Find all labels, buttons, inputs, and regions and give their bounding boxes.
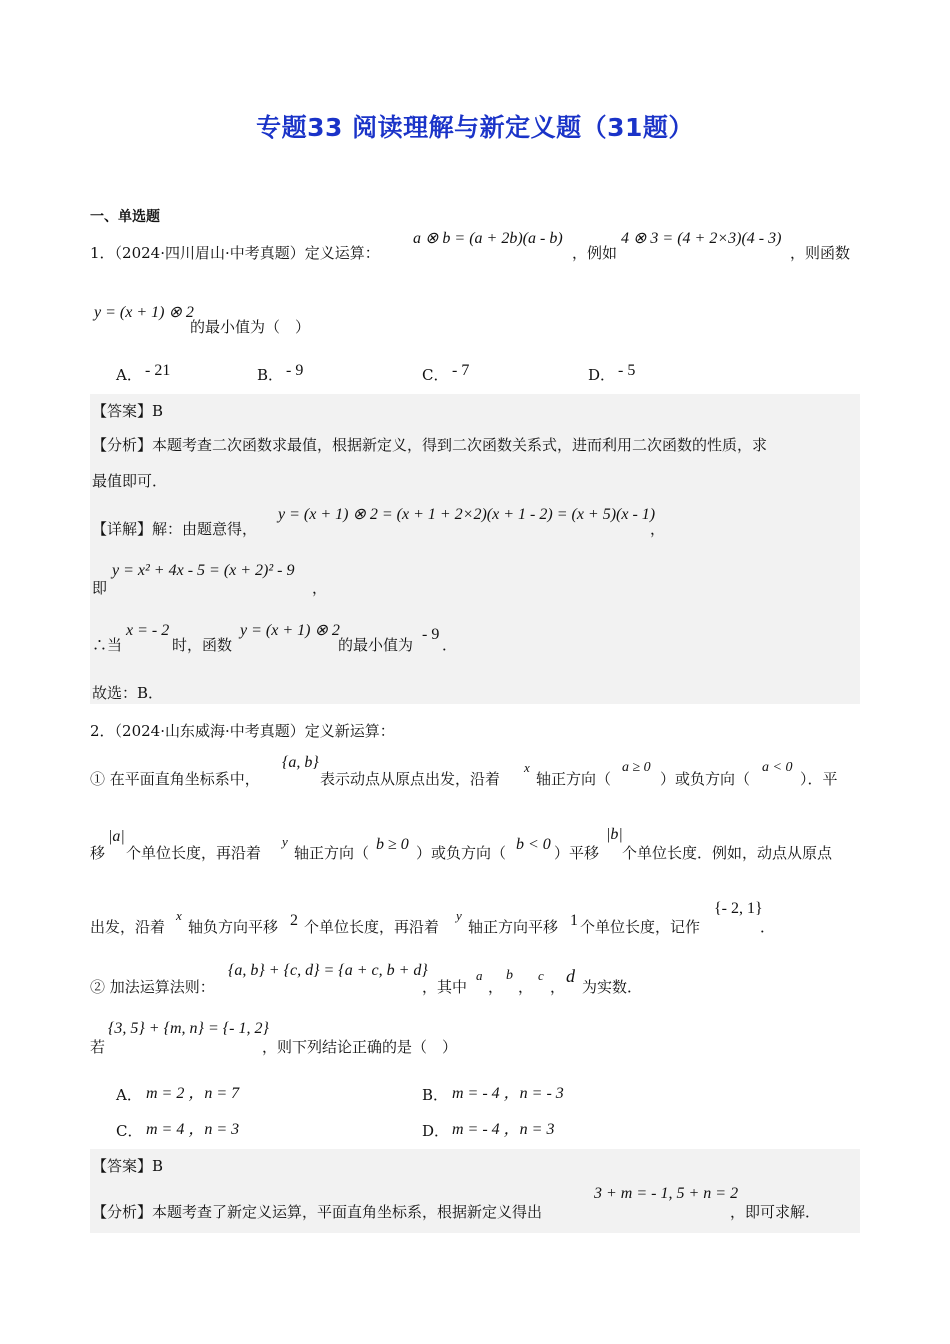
q1-solution-box — [90, 394, 860, 704]
q2-solution-box — [90, 1149, 860, 1233]
q2-option-c[interactable]: C． — [116, 1122, 143, 1140]
q2-rule-1-e: ）．平 — [800, 770, 838, 788]
q2-analysis-tail: ，即可求解． — [730, 1203, 821, 1221]
q2-pair-example: {- 2, 1} — [714, 900, 763, 917]
q1-function-tail: 的最小值为（ ） — [190, 318, 311, 336]
q1-detail-equation: y = (x + 1) ⊗ 2 = (x + 1 + 2×2)(x + 1 - 2) = (x + 5)(x - 1) — [278, 506, 656, 523]
q2-pair-ab: {a, b} — [282, 754, 319, 771]
q2-rule-4-b: ，其中 — [422, 978, 468, 996]
q2-comma-1: ， — [488, 978, 504, 996]
q2-analysis: 【分析】本题考查了新定义运算，平面直角坐标系，根据新定义得出 — [92, 1203, 543, 1221]
q2-abs-b: |b| — [606, 826, 623, 843]
q2-rule-4-c: 为实数． — [582, 978, 643, 996]
section-heading: 一、单选题 — [90, 209, 160, 225]
q1-option-c[interactable]: C． — [422, 366, 449, 384]
q2-option-a-value: m = 2 ，n = 7 — [146, 1085, 240, 1102]
q2-option-b[interactable]: B． — [422, 1086, 449, 1104]
q2-var-a: a — [476, 968, 483, 983]
q2-rule-2-f: 个单位长度．例如，动点从原点 — [622, 844, 833, 862]
q2-rule-3-b: 轴负方向平移 — [188, 918, 279, 936]
q2-if: 若 — [90, 1038, 106, 1056]
q1-detail-prefix: 【详解】解：由题意得， — [92, 520, 258, 538]
page-title: 专题33 阅读理解与新定义题（31题） — [256, 113, 694, 142]
q2-rule-3-start: 出发，沿着 — [90, 918, 166, 936]
q2-var-d: d — [566, 966, 575, 986]
q2-a-lt-0: a < 0 — [762, 760, 793, 775]
q2-rule-2-c: 轴正方向（ — [294, 844, 370, 862]
q2-b-lt-0: b < 0 — [516, 836, 551, 853]
q2-rule-4-start: ② 加法运算法则： — [90, 978, 215, 996]
q2-option-d[interactable]: D． — [422, 1122, 450, 1140]
q2-question: ，则下列结论正确的是（ ） — [262, 1038, 458, 1056]
q2-rule-1-d: ）或负方向（ — [660, 770, 751, 788]
q2-rule-3-f: ． — [760, 918, 776, 936]
q1-mid: ，例如 — [572, 244, 618, 262]
q2-b-ge-0: b ≥ 0 — [376, 836, 409, 853]
q2-comma-2: ， — [518, 978, 534, 996]
q1-option-d-value: - 5 — [618, 362, 636, 379]
q2-option-d-value: m = - 4 ，n = 3 — [452, 1121, 555, 1138]
q2-option-b-value: m = - 4 ，n = - 3 — [452, 1085, 564, 1102]
q1-equation-2-tail: ， — [312, 579, 328, 597]
q2-prefix: 2．（2024·山东威海·中考真题）定义新运算： — [90, 722, 395, 740]
q1-function-2: y = (x + 1) ⊗ 2 — [240, 622, 340, 639]
q2-rule-3-e: 个单位长度，记作 — [580, 918, 701, 936]
q1-min-text: 的最小值为 — [338, 636, 414, 654]
q1-period: ． — [442, 636, 458, 654]
q1-min-value: - 9 — [422, 626, 440, 643]
q2-var-y-2: y — [456, 908, 462, 923]
q2-option-c-value: m = 4 ，n = 3 — [146, 1121, 240, 1138]
q2-rule-2-start: 移 — [90, 844, 106, 862]
q1-function: y = (x + 1) ⊗ 2 — [94, 304, 194, 321]
q1-option-d[interactable]: D． — [588, 366, 616, 384]
q2-rule-3-c: 个单位长度，再沿着 — [304, 918, 440, 936]
q2-rule-1-b: 表示动点从原点出发，沿着 — [320, 770, 501, 788]
q2-rule-3-d: 轴正方向平移 — [468, 918, 559, 936]
q2-a-ge-0: a ≥ 0 — [622, 760, 651, 775]
q2-rule-1-start: ① 在平面直角坐标系中， — [90, 770, 260, 788]
q2-comma-3: ， — [550, 978, 566, 996]
q2-answer: 【答案】B — [92, 1157, 164, 1175]
q1-analysis-line-1: 【分析】本题考查二次函数求最值，根据新定义，得到二次函数关系式，进而利用二次函数的性质，求 — [92, 436, 768, 454]
q2-rule-2-d: ）或负方向（ — [416, 844, 507, 862]
q2-var-x: x — [524, 760, 530, 775]
q1-option-a-value: - 21 — [145, 362, 171, 379]
q2-rule-2-e: ）平移 — [554, 844, 600, 862]
q2-option-a[interactable]: A． — [116, 1086, 142, 1104]
q2-one: 1 — [570, 912, 578, 929]
q1-equation-2: y = x² + 4x - 5 = (x + 2)² - 9 — [112, 562, 295, 579]
q1-definition: a ⊗ b = (a + 2b)(a - b) — [413, 230, 563, 247]
q1-prefix: 1．（2024·四川眉山·中考真题）定义运算： — [90, 244, 380, 262]
q2-two: 2 — [290, 912, 298, 929]
q2-addition-rule: {a, b} + {c, d} = {a + c, b + d} — [228, 962, 428, 979]
q2-rule-2-b: 个单位长度，再沿着 — [126, 844, 262, 862]
q1-example: 4 ⊗ 3 = (4 + 2×3)(4 - 3) — [621, 230, 782, 247]
q2-var-y: y — [282, 834, 288, 849]
q1-answer: 【答案】B — [92, 402, 164, 420]
q1-x-value: x = - 2 — [126, 622, 170, 639]
q1-suffix: ，则函数 — [790, 244, 851, 262]
q2-abs-a: |a| — [108, 828, 125, 845]
q1-choice: 故选：B． — [92, 684, 164, 702]
q2-rule-1-c: 轴正方向（ — [536, 770, 612, 788]
q1-analysis-line-2: 最值即可． — [92, 472, 168, 490]
q1-ji: 即 — [92, 579, 108, 597]
q1-option-b[interactable]: B． — [257, 366, 284, 384]
q1-option-c-value: - 7 — [452, 362, 470, 379]
q2-var-x-2: x — [176, 908, 182, 923]
q1-therefore: ∴当 — [92, 636, 123, 654]
q2-analysis-equation: 3 + m = - 1, 5 + n = 2 — [594, 1185, 739, 1202]
q1-when: 时，函数 — [172, 636, 233, 654]
q1-option-b-value: - 9 — [286, 362, 304, 379]
q1-option-a[interactable]: A． — [116, 366, 142, 384]
q2-var-c: c — [538, 968, 544, 983]
q2-var-b: b — [506, 968, 513, 983]
q1-detail-equation-tail: ， — [650, 520, 666, 538]
q2-condition: {3, 5} + {m, n} = {- 1, 2} — [108, 1020, 269, 1037]
